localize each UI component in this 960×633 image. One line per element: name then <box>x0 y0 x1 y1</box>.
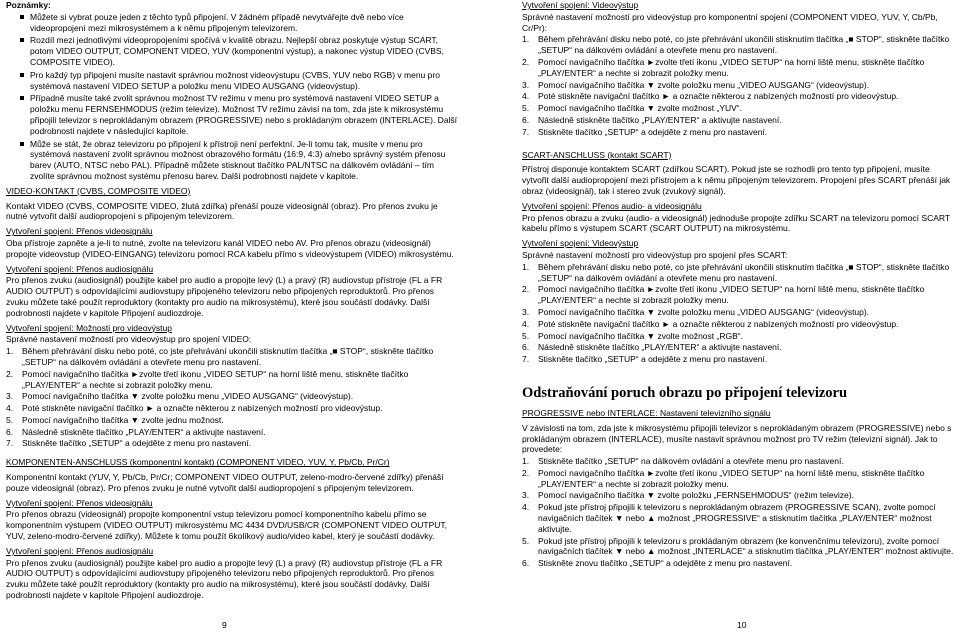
step-item: 5. Pomocí navigačního tlačítka ▼ zvolte jednu možnost. <box>6 414 224 425</box>
section-heading-video: VIDEO-KONTAKT (CVBS, COMPOSITE VIDEO) <box>6 185 191 196</box>
notes-list <box>6 12 458 182</box>
subheading: Vytvoření spojení: Přenos videosignálu <box>6 226 153 237</box>
note-item: Rozdíl mezi jednotlivými videopropojeními spočívá v kvalitě obrazu. Nejlepší obraz poskytuje výstup SCART, potom VIDEO OUTPUT, COMPONENT VIDEO, YUV (komponentní výstup), a nakonec výstup VIDEO (CVBS, COMPOSITE VIDEO). <box>30 35 458 67</box>
step-item: 3. Pomocí navigačního tlačítka ▼ zvolte položku „FERNSEHMODUS“ (režim televize). <box>522 490 854 501</box>
step-item: 7. Stiskněte tlačítko „SETUP“ a odejděte z menu pro nastavení. <box>522 354 768 365</box>
step-item: 6. Následně stiskněte tlačítko „PLAY/ENTER“ a aktivujte nastavení. <box>6 426 266 437</box>
step-item: 2. Pomocí navigačního tlačítka ►zvolte třetí ikonu „VIDEO SETUP“ na horní liště menu, stiskněte tlačítko „PLAY/ENTER“ a nechte si zobrazit položky menu. <box>522 56 925 78</box>
steps-list <box>6 346 458 449</box>
left-page <box>6 0 458 605</box>
subheading: Vytvoření spojení: Videovýstup <box>522 0 639 10</box>
step-item: 1. Během přehrávání disku nebo poté, co jste přehrávání ukončili stisknutím tlačítka „■ STOP“, stiskněte tlačítko „SETUP“ na dálkovém ovládání a otevřete menu pro nastavení. <box>6 346 434 367</box>
paragraph: V závislosti na tom, zda jste k mikrosystému připojili televizor s neprokládaným obrazem (PROGRESSIVE) nebo s prokládaným obrazem (INTERLACE), musíte nastavit správnou možnost pro TV režim (televizní signál). Jak to provedete: <box>522 422 952 455</box>
step-item: 1. Stiskněte tlačítko „SETUP“ na dálkovém ovládání a otevřete menu pro nastavení. <box>522 456 844 467</box>
paragraph: Správné nastavení možností pro videovýstup pro spojení přes SCART: <box>522 249 788 260</box>
step-item: 5. Pomocí navigačního tlačítka ▼ zvolte možnost „YUV“. <box>522 103 742 114</box>
step-item: 4. Pokud jste přístroj připojili k televizoru s neprokládaným obrazem (PROGRESSIVE SCAN), zvolte pomocí navigačních tlačítek ▼ nebo ▲ možnost „PROGRESSIVE“ a stisknutím tlačítka „PLAY/ENTER“ možnost aktivujte. <box>522 502 936 534</box>
step-item: 6. Následně stiskněte tlačítko „PLAY/ENTER“ a aktivujte nastavení. <box>522 114 782 125</box>
note-item: Pro každý typ připojení musíte nastavit správnou možnost videovýstupu (CVBS, YUV nebo RGB) v menu pro systémová nastavení VIDEO SETUP a položku menu VIDEO AUSGANG (videovýstup). <box>30 70 458 92</box>
subheading: PROGRESSIVE nebo INTERLACE: Nastavení televizního signálu <box>522 407 771 418</box>
page-number-right: 10 <box>737 620 747 630</box>
subheading: Vytvoření spojení: Přenos audio- a videosignálu <box>522 200 702 211</box>
paragraph: Správné nastavení možností pro videovýstup pro komponentní spojení (COMPONENT VIDEO, YUV, Y, Cb/Pb, Cr/Pr): <box>522 11 938 33</box>
paragraph: Správné nastavení možností pro videovýstup pro spojení VIDEO: <box>6 334 252 345</box>
subheading: Vytvoření spojení: Možnosti pro videovýstup <box>6 322 172 333</box>
step-item: 2. Pomocí navigačního tlačítka ►zvolte třetí ikonu „VIDEO SETUP“ na horní liště menu, stiskněte tlačítko „PLAY/ENTER“ a nechte si zobrazit položky menu. <box>6 368 409 390</box>
paragraph: Kontakt VIDEO (CVBS, COMPOSITE VIDEO, žlutá zdířka) přenáší pouze videosignál (obraz). Pro přenos zvuku je nutné vytvořit další audiopropojení s připojeným televizorem. <box>6 200 438 222</box>
subheading: Vytvoření spojení: Videovýstup <box>522 238 639 249</box>
section-heading-component: KOMPONENTEN-ANSCHLUSS (komponentní kontakt) (COMPONENT VIDEO, YUV, Y, Pb/Cb, Pr/Cr) <box>6 457 390 468</box>
subheading: Vytvoření spojení: Přenos audiosignálu <box>6 545 154 556</box>
paragraph: Pro přenos zvuku (audiosignál) použijte kabel pro audio a propojte levý (L) a pravý (R) audiovstup přístroje (FL a FR AUDIO OUTPUT) s odpovídajícími audiovstupy připojeného televizoru nebo připojených reproduktorů. Pro přenos zvuku můžete také použít reproduktory (kontakty pro audio na mikrosystému), které jsou součástí dodávky. Další podrobnosti najdete v kapitole Připojení audiozdroje. <box>6 275 443 318</box>
note-item: Můžete si vybrat pouze jeden z těchto typů připojení. V žádném případě nevytvářejte dvě nebo více videopropojení mezi mikrosystémem a k němu připojeným televizorem. <box>30 12 458 34</box>
step-item: 1. Během přehrávání disku nebo poté, co jste přehrávání ukončili stisknutím tlačítka „■ STOP“, stiskněte tlačítko „SETUP“ na dálkovém ovládání a otevřete menu pro nastavení. <box>522 34 950 56</box>
section-heading-scart: SCART-ANSCHLUSS (kontakt SCART) <box>522 149 672 160</box>
step-item: 5. Pokud jste přístroj připojili k televizoru s prokládaným obrazem (ke konvenčnímu televizoru), zvolte pomocí navigačních tlačítek ▼ nebo ▲ možnost „INTERLACE“ a stisknutím tlačítka „PLAY/ENTER“ možnost aktivujte. <box>522 535 954 557</box>
step-item: 6. Stiskněte znovu tlačítko „SETUP“ a odejděte z menu pro nastavení. <box>522 558 793 569</box>
step-item: 7. Stiskněte tlačítko „SETUP“ a odejděte z menu pro nastavení. <box>522 126 768 137</box>
steps-list <box>522 456 954 569</box>
step-item: 4. Poté stiskněte navigační tlačítko ► a označte některou z nabízených možností pro videovýstup. <box>6 403 383 414</box>
paragraph: Oba přístroje zapněte a je-li to nutné, zvolte na televizoru kanál VIDEO nebo AV. Pro přenos obrazu (videosignál) propojte videovstup (VIDEO-EINGANG) televizoru pomocí RCA kabelu přímo s videovýstupem (VIDEO) mikrosystému. <box>6 237 454 259</box>
page-number-left: 9 <box>222 620 227 630</box>
note-item: Případně musíte také zvolit správnou možnost TV režimu v menu pro systémová nastavení VIDEO SETUP a položku menu FERNSEHMODUS (režim televize). Možnost TV režimu závisí na tom, zda jste k mikrosystému připojili televizor s neprokládaným obrazem (PROGRESSIVE) nebo s prokládaným obrazem (INTERLACE). Další podrobnosti najdete v následující kapitole. <box>30 93 458 136</box>
notes-title: Poznámky: <box>6 0 51 10</box>
paragraph: Přístroj disponuje kontaktem SCART (zdířkou SCART). Pokud jste se rozhodli pro tento typ připojení, musíte vytvořit další audiopropojení mezi přístrojem a k němu připojeným televizorem. Propojení přes SCART přenáší jak obraz (videosignál), tak i stereo zvuk (zvukový signál). <box>522 164 951 196</box>
step-item: 2. Pomocí navigačního tlačítka ►zvolte třetí ikonu „VIDEO SETUP“ na horní liště menu, stiskněte tlačítko „PLAY/ENTER“ a nechte si zobrazit položky menu. <box>522 284 925 306</box>
steps-list <box>522 262 954 365</box>
step-item: 3. Pomocí navigačního tlačítka ▼ zvolte položku menu „VIDEO AUSGANG“ (videovýstup). <box>522 306 870 317</box>
note-item: Může se stát, že obraz televizoru po připojení k přístroji není perfektní. Je-li tomu tak, musíte v menu pro systémová nastavení zvolit správnou možnost obrazového formátu (16:9, 4:3) a/nebo správný systém přenosu barev (AUTO, NTSC nebo PAL). Případně můžete stisknout tlačítko PAL/NTSC na dálkovém ovládání – tím zvolíte správnou možnost systému přenosu barev. Další podrobnosti najdete v kapitole. <box>30 139 458 182</box>
steps-list <box>522 34 954 137</box>
step-item: 4. Poté stiskněte navigační tlačítko ► a označte některou z nabízených možností pro videovýstup. <box>522 91 899 102</box>
paragraph: Pro přenos obrazu a zvuku (audio- a videosignál) jednoduše propojte zdířku SCART na televizoru pomocí SCART kabelu přímo s výstupem SCART (SCART OUTPUT) na mikrosystému. <box>522 212 950 234</box>
step-item: 5. Pomocí navigačního tlačítka ▼ zvolte možnost „RGB“. <box>522 330 743 341</box>
paragraph: Pro přenos zvuku (audiosignál) použijte kabel pro audio a propojte levý (L) a pravý (R) audiovstup přístroje (FL a FR AUDIO OUTPUT) s odpovídajícími audiovstupy připojeného televizoru nebo připojených reproduktorů. Pro přenos zvuku můžete také použít reproduktory (kontakty pro audio na mikrosystému), které jsou součástí dodávky. Další podrobnosti najdete v kapitole Připojení audiozdroje. <box>6 557 443 601</box>
paragraph: Komponentní kontakt (YUV, Y, Pb/Cb, Pr/Cr; COMPONENT VIDEO OUTPUT, zeleno-modro-červené zdířky) přenáší pouze videosignál (obraz). Pro přenos zvuku je nutné vytvořit další audiopropojení s připojeným televizorem. <box>6 472 444 493</box>
subheading: Vytvoření spojení: Přenos videosignálu <box>6 497 153 508</box>
paragraph: Pro přenos obrazu (videosignál) propojte komponentní vstup televizoru pomocí komponentního kabelu přímo se komponentním výstupem (VIDEO OUTPUT) mikrosystému MC 4434 DVD/USB/CR (COMPONENT VIDEO OUTPUT, YUV, zeleno-modro-červené zdířky). Můžete k tomu použít 6kolíkový audio/video kabel, který je součástí dodávky. <box>6 509 447 542</box>
step-item: 7. Stiskněte tlačítko „SETUP“ a odejděte z menu pro nastavení. <box>6 438 252 449</box>
step-item: 4. Poté stiskněte navigační tlačítko ► a označte některou z nabízených možností pro videovýstup. <box>522 318 899 329</box>
troubleshooting-title: Odstraňování poruch obrazu po připojení televizoru <box>522 384 848 401</box>
subheading: Vytvoření spojení: Přenos audiosignálu <box>6 263 154 274</box>
step-item: 3. Pomocí navigačního tlačítka ▼ zvolte položku menu „VIDEO AUSGANG“ (videovýstup). <box>6 391 354 402</box>
right-page <box>522 0 954 573</box>
step-item: 3. Pomocí navigačního tlačítka ▼ zvolte položku menu „VIDEO AUSGANG“ (videovýstup). <box>522 79 870 90</box>
step-item: 2. Pomocí navigačního tlačítka ►zvolte třetí ikonu „VIDEO SETUP“ na horní liště menu, stiskněte tlačítko „PLAY/ENTER“ a nechte si zobrazit položky menu. <box>522 467 925 489</box>
step-item: 1. Během přehrávání disku nebo poté, co jste přehrávání ukončili stisknutím tlačítka „■ STOP“, stiskněte tlačítko „SETUP“ na dálkovém ovládání a otevřete menu pro nastavení. <box>522 261 950 283</box>
step-item: 6. Následně stiskněte tlačítko „PLAY/ENTER“ a aktivujte nastavení. <box>522 342 782 353</box>
